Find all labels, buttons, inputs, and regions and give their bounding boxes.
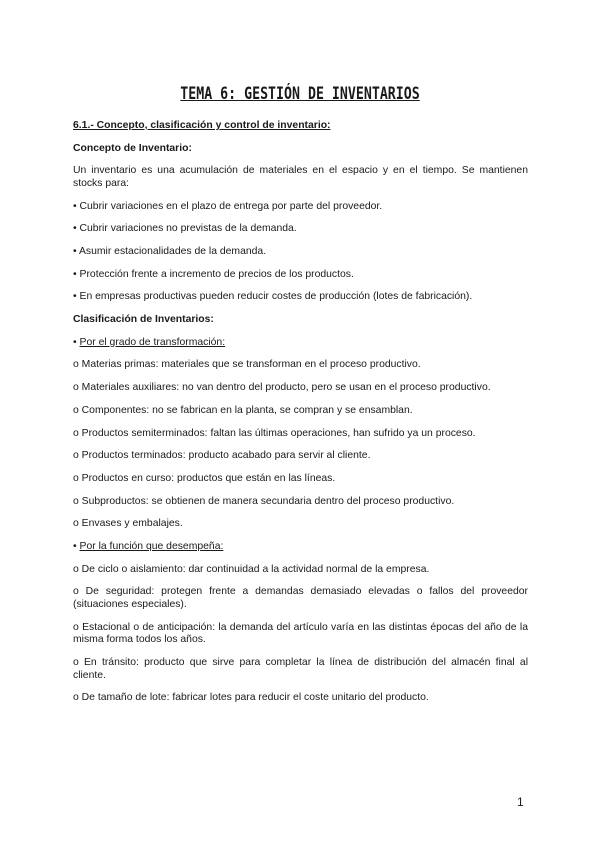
list-item: o Envases y embalajes. [73,518,183,530]
concept-intro: Un inventario es una acumulación de materiales en el espacio y en el tiempo. Se mantienen stocks para: [73,165,528,189]
group-heading-text: Por el grado de transformación: [79,336,226,348]
list-item: o De seguridad: protegen frente a demandas demasiado elevadas o fallos del proveedor (situaciones especiales). [73,586,528,610]
list-item: • En empresas productivas pueden reducir costes de producción (lotes de fabricación). [73,291,473,303]
list-item: o En tránsito: producto que sirve para completar la línea de distribución del almacén final al cliente. [73,656,528,681]
group-heading-function [73,541,528,554]
list-item: o Subproductos: se obtienen de manera secundaria dentro del proceso productivo. [73,495,455,507]
concept-heading: Concepto de Inventario: [73,142,192,154]
list-item: o Materiales auxiliares: no van dentro del producto, pero se usan en el proceso productivo. [73,382,491,394]
list-item: • Cubrir variaciones no previstas de la demanda. [73,223,297,235]
list-item: o Componentes: no se fabrican en la planta, se compran y se ensamblan. [73,404,413,416]
list-item: o Productos semiterminados: faltan las últimas operaciones, han sufrido ya un proceso. [73,427,476,439]
list-item: o Materias primas: materiales que se transforman en el proceso productivo. [73,359,421,371]
list-item: o Productos terminados: producto acabado para servir al cliente. [73,450,371,462]
page-title: TEMA 6: GESTIÓN DE INVENTARIOS [180,84,420,104]
list-item: • Asumir estacionalidades de la demanda. [73,246,267,258]
list-item: o De tamaño de lote: fabricar lotes para reducir el coste unitario del producto. [73,692,429,704]
list-item: o Estacional o de anticipación: la demanda del artículo varía en las distintas épocas del año de la misma forma todos los años. [73,621,528,646]
bullet: • [73,540,80,552]
bullet: • [73,336,80,348]
list-item: • Protección frente a incremento de precios de los productos. [73,268,354,280]
section-heading: 6.1.- Concepto, clasificación y control de inventario: [73,120,331,131]
document-body [73,120,528,715]
list-item: o De ciclo o aislamiento: dar continuidad a la actividad normal de la empresa. [73,563,430,575]
page-number: 1 [517,795,524,809]
list-item: o Productos en curso: productos que están en las líneas. [73,472,336,484]
list-item: • Cubrir variaciones en el plazo de entrega por parte del proveedor. [73,200,383,212]
group-heading-text: Por la función que desempeña: [79,540,224,552]
classification-heading: Clasificación de Inventarios: [73,314,214,326]
group-heading-transformation [73,337,528,350]
